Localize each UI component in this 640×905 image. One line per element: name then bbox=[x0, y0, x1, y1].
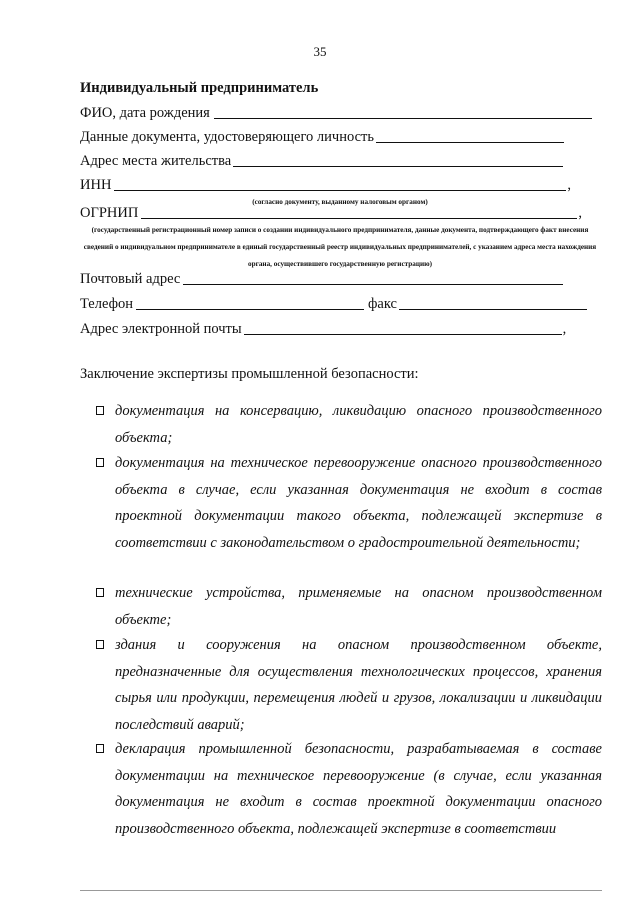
id-doc-input-line[interactable] bbox=[376, 128, 564, 143]
checklist-item bbox=[96, 398, 602, 451]
page-bottom-divider bbox=[80, 890, 602, 891]
ogrnip-label: ОГРНИП bbox=[80, 205, 139, 221]
email-label: Адрес электронной почты bbox=[80, 321, 242, 337]
ogrnip-note: (государственный регистрационный номер записи о создании индивидуального предпринимателя, данные документа, подтверждающего факт внесения сведений о индивидуальном предпринимателе в единый государственный реестр индивидуальных предпринимателей, с указанием адреса места нахождения органа, осуществившего государственную регистрацию) bbox=[83, 226, 597, 268]
fio-label: ФИО, дата рождения bbox=[80, 105, 210, 121]
email-field-row bbox=[80, 320, 566, 338]
phone-input-line[interactable] bbox=[136, 295, 364, 310]
checklist-item-text: декларация промышленной безопасности, разрабатываемая в составе документации на техническое перевооружение (в случае, если указанная документация не входит в состав проектной документации опасного производственного объекта, подлежащей экспертизе в соответствии bbox=[115, 741, 602, 837]
inn-field-row bbox=[80, 176, 571, 194]
address-input-line[interactable] bbox=[233, 152, 563, 167]
address-label: Адрес места жительства bbox=[80, 153, 232, 169]
section-heading: Индивидуальный предприниматель bbox=[80, 80, 319, 96]
fax-label: факс bbox=[368, 296, 397, 312]
checklist-item-text: документация на консервацию, ликвидацию опасного производственного объекта; bbox=[115, 403, 602, 446]
checkbox[interactable] bbox=[96, 458, 104, 467]
postal-field-row bbox=[80, 270, 563, 288]
checkbox[interactable] bbox=[96, 744, 104, 753]
checklist-item bbox=[96, 632, 602, 738]
id-doc-field-row bbox=[80, 128, 564, 146]
fio-input-line[interactable] bbox=[214, 104, 592, 119]
page-number: 35 bbox=[313, 44, 327, 59]
inn-label: ИНН bbox=[80, 177, 112, 193]
email-trailing-comma: , bbox=[562, 321, 567, 337]
address-field-row bbox=[80, 152, 563, 170]
ogrnip-input-line[interactable] bbox=[141, 204, 577, 219]
checklist-item-text: технические устройства, применяемые на опасном производственном объекте; bbox=[115, 585, 602, 628]
phone-fax-field-row bbox=[80, 295, 587, 313]
ogrnip-trailing-comma: , bbox=[578, 205, 582, 221]
checkbox[interactable] bbox=[96, 588, 104, 597]
checklist-item-text: документация на техническое перевооружение опасного производственного объекта в случае, если указанная документация не входит в состав проектной документации такого объекта, подлежащей экспертизе в соответствии с законодательством о градостроительной деятельности; bbox=[115, 455, 602, 551]
phone-label: Телефон bbox=[80, 296, 133, 312]
id-doc-label: Данные документа, удостоверяющего личность bbox=[80, 129, 374, 145]
checklist-item-text: здания и сооружения на опасном производственном объекте, предназначенные для осуществления технологических процессов, хранения сырья или продукции, перемещения людей и грузов, локализации и ликвидации последствий аварий; bbox=[115, 637, 602, 733]
postal-input-line[interactable] bbox=[183, 270, 563, 285]
inn-input-line[interactable] bbox=[114, 176, 566, 191]
checklist-item bbox=[96, 580, 602, 633]
fio-field-row bbox=[80, 104, 592, 122]
checklist-item bbox=[96, 736, 602, 842]
inn-note: (согласно документу, выданному налоговым органом) bbox=[252, 198, 428, 206]
checklist-item bbox=[96, 450, 602, 556]
checkbox[interactable] bbox=[96, 640, 104, 649]
fax-input-line[interactable] bbox=[399, 295, 587, 310]
email-input-line[interactable] bbox=[244, 320, 562, 335]
ogrnip-field-row bbox=[80, 204, 582, 222]
conclusion-intro: Заключение экспертизы промышленной безопасности: bbox=[80, 366, 419, 382]
checkbox[interactable] bbox=[96, 406, 104, 415]
postal-label: Почтовый адрес bbox=[80, 271, 181, 287]
inn-trailing-comma: , bbox=[567, 177, 572, 193]
